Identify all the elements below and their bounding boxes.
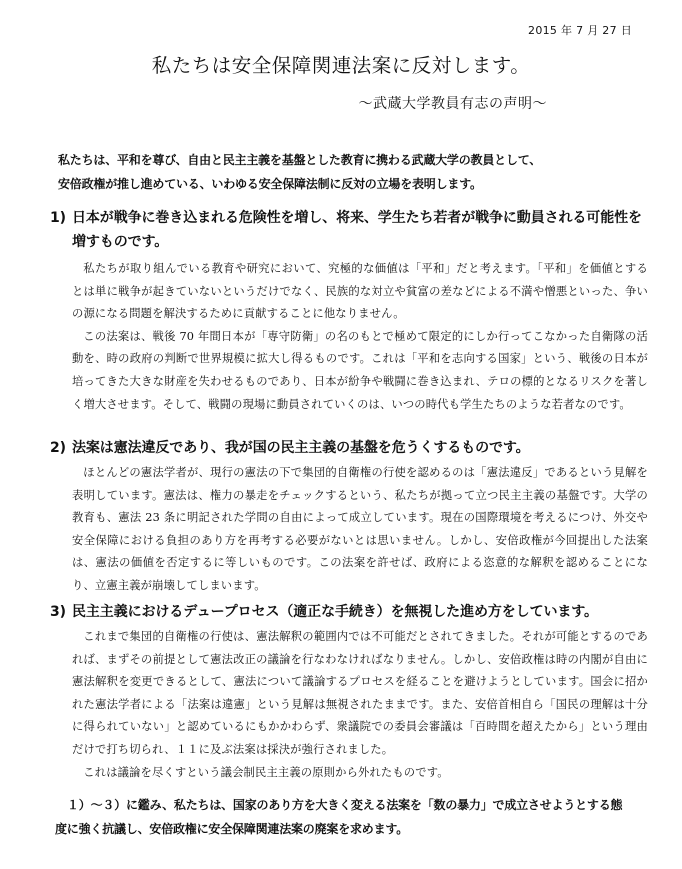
paragraph: この法案は、戦後 70 年間日本が「専守防衛」の名のもとで極めて限定的にしか行ってこなかった自衛隊の活動を、時の政府の判断で世界規模に拡大し得るものです。これは「平和を志向する国家」という、戦後の日本が培ってきた大きな財産を失わせるものであり、日本が紛争や戦闘に巻き込まれ、テロの標的となるリスクを著しく増大させます。そして、戦闘の現場に動員されていくのは、いつの時代も学生たちのような若者なのです。: [72, 329, 648, 411]
section-heading: [50, 206, 648, 254]
section-heading-text: 民主主義におけるデュープロセス（適正な手続き）を無視した進め方をしています。: [72, 604, 598, 620]
section-heading: [50, 436, 648, 460]
intro-line: 安倍政権が推し進めている、いわゆる安全保障法制に反対の立場を表明します。: [58, 177, 482, 191]
section-heading: [50, 600, 648, 624]
section-body: [72, 258, 648, 416]
conclusion-line: 度に強く抗議し、安倍政権に安全保障関連法案の廃案を求めます。: [55, 822, 409, 836]
section-body: [72, 462, 648, 598]
section-number: 2): [50, 440, 66, 456]
paragraph: これまで集団的自衛権の行使は、憲法解釈の範囲内では不可能だとされてきました。それが可能とするのであれば、まずその前提として憲法改正の議論を行なわなければなりません。しかし、安倍政権は時の内閣が自由に憲法解釈を変更できるとして、憲法について議論するプロセスを経ることを避けようとしています。国会に招かれた憲法学者による「法案は違憲」という見解は無視されたままです。また、安倍首相自ら「国民の理解は十分に得られていない」と認めているにもかかわらず、衆議院での委員会審議は「百時間を超えたから」という理由だけで打ち切られ、１１に及ぶ法案は採決が強行されました。: [72, 630, 648, 756]
document-date: 2015 年 7 月 27 日: [528, 24, 632, 37]
intro-line: 私たちは、平和を尊び、自由と民主主義を基盤とした教育に携わる武蔵大学の教員として、: [58, 153, 542, 167]
document-subtitle: 〜武蔵大学教員有志の声明〜: [358, 96, 547, 112]
section-2: [50, 436, 648, 598]
section-number: 3): [50, 604, 66, 620]
document-title: 私たちは安全保障関連法案に反対します。: [151, 54, 531, 77]
paragraph: これは議論を尽くすという議会制民主主義の原則から外れたものです。: [83, 765, 449, 779]
section-number: 1): [50, 210, 66, 226]
conclusion-line: １）〜３）に鑑み、私たちは、国家のあり方を大きく変える法案を「数の暴力」で成立させようとする態: [67, 798, 623, 812]
section-heading-text: 法案は憲法違反であり、我が国の民主主義の基盤を危うくするものです。: [72, 440, 530, 456]
paragraph: 私たちが取り組んでいる教育や研究において、究極的な価値は「平和」だと考えます。「平和」を価値とするとは単に戦争が起きていないというだけでなく、民族的な対立や貧富の差などによる不満や憎悪といった、争いの源になる問題を解決するために貢献することに他なりません。: [72, 262, 648, 321]
section-3: [50, 600, 648, 784]
paragraph: ほとんどの憲法学者が、現行の憲法の下で集団的自衛権の行使を認めるのは「憲法違反」であるという見解を表明しています。憲法は、権力の暴走をチェックするという、私たちが拠って立つ民主主義の基盤です。大学の教育も、憲法 23 条に明記された学問の自由によって成立しています。現在の国際環境を考えるにつけ、外交や安全保障における負担のあり方を再考する必要がないとは思いません。しかし、安倍政権が今回提出した法案は、憲法の価値を否定するに等しいものです。この法案を許せば、政府による恣意的な解釈を認めることになり、立憲主義が崩壊してしまいます。: [72, 466, 648, 592]
intro-statement: [58, 148, 638, 196]
conclusion-statement: [55, 793, 645, 841]
section-1: [50, 206, 648, 416]
section-heading-text: 日本が戦争に巻き込まれる危険性を増し、将来、学生たち若者が戦争に動員される可能性を増すものです。: [72, 210, 642, 250]
section-body: [72, 626, 648, 784]
